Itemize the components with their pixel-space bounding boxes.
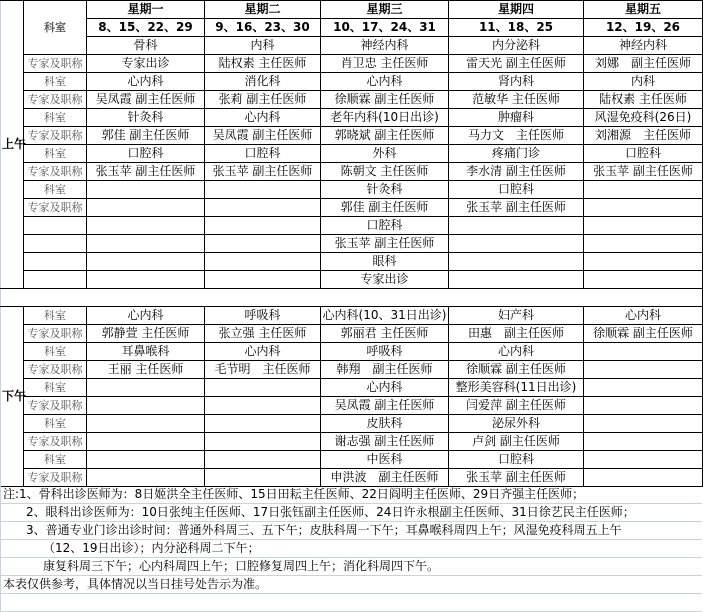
schedule-cell: 内科 [584,73,703,91]
schedule-cell: 吴凤霞 副主任医师 [321,397,449,415]
schedule-cell [205,217,321,235]
dept-cell: 内科 [205,37,321,55]
row-label [24,235,87,253]
morning-schedule-table [0,0,703,289]
row-label: 专家及职称 [24,55,87,73]
schedule-cell [449,235,584,253]
schedule-cell [205,451,321,469]
schedule-cell [205,253,321,271]
schedule-cell: 消化科 [205,73,321,91]
date-header: 10、17、24、31 [321,19,449,37]
schedule-cell: 呼吸科 [205,307,321,325]
schedule-cell [87,253,205,271]
row-label: 专家及职称 [24,325,87,343]
schedule-cell: 郭佳 副主任医师 [87,127,205,145]
schedule-cell: 陆权素 主任医师 [584,91,703,109]
period-label-afternoon: 下午 [1,307,24,487]
note-line: （12、19日出诊）；内分泌科周二下午； [0,540,702,558]
schedule-cell [584,217,703,235]
date-header: 9、16、23、30 [205,19,321,37]
row-label: 科室 [24,415,87,433]
table-row [1,199,703,217]
schedule-cell [205,397,321,415]
row-label: 科室 [24,379,87,397]
note-line: 本表仅供参考，具体情况以当日挂号处告示为准。 [0,576,702,594]
schedule-cell: 王丽 主任医师 [87,361,205,379]
row-label: 专家及职称 [24,91,87,109]
schedule-cell: 范敏华 主任医师 [449,91,584,109]
schedule-cell: 老年内科(10日出诊) [321,109,449,127]
row-label: 专家及职称 [24,397,87,415]
table-row [1,451,703,469]
schedule-cell: 泌尿外科 [449,415,584,433]
schedule-cell [87,433,205,451]
schedule-cell [584,343,703,361]
schedule-cell: 吴凤霞 副主任医师 [205,127,321,145]
schedule-cell [449,217,584,235]
row-label [24,271,87,289]
row-label: 专家及职称 [24,199,87,217]
row-label [24,217,87,235]
schedule-cell: 徐顺霖 副主任医师 [321,91,449,109]
schedule-cell [87,217,205,235]
schedule-cell: 韩翔 副主任医师 [321,361,449,379]
schedule-cell [584,379,703,397]
schedule-cell: 张玉苹 副主任医师 [584,163,703,181]
schedule-cell: 徐顺霖 副主任医师 [449,361,584,379]
schedule-cell [584,451,703,469]
period-label-morning: 上午 [1,1,24,289]
section-gap [0,289,703,306]
header-dept-label: 科室 [24,1,87,55]
table-row [1,307,703,325]
schedule-cell: 口腔科 [449,181,584,199]
schedule-cell: 毛节明 主任医师 [205,361,321,379]
row-label [24,253,87,271]
schedule-cell: 张玉苹 副主任医师 [205,163,321,181]
note-line: 2、眼科出诊医师为：10日张纯主任医师、17日张钰副主任医师、24日许永根副主任医师、31日徐艺民主任医师； [0,504,702,522]
schedule-cell [584,397,703,415]
schedule-cell: 陆权素 主任医师 [205,55,321,73]
table-row [1,433,703,451]
schedule-cell [87,451,205,469]
schedule-cell: 口腔科 [449,451,584,469]
schedule-cell: 妇产科 [449,307,584,325]
table-row [1,109,703,127]
row-label: 科室 [24,181,87,199]
schedule-cell: 张玉苹 副主任医师 [321,235,449,253]
table-row [1,181,703,199]
schedule-cell: 风湿免疫科(26日) [584,109,703,127]
schedule-cell: 疼痛门诊 [449,145,584,163]
schedule-cell: 刘娜 副主任医师 [584,55,703,73]
day-header: 星期一 [87,1,205,19]
schedule-cell: 耳鼻喉科 [87,343,205,361]
schedule-cell [449,271,584,289]
schedule-cell: 徐顺霖 副主任医师 [584,325,703,343]
schedule-cell: 眼科 [321,253,449,271]
table-row [1,379,703,397]
schedule-cell: 呼吸科 [321,343,449,361]
schedule-cell: 皮肤科 [321,415,449,433]
schedule-cell [584,199,703,217]
schedule-cell: 口腔科 [87,145,205,163]
day-header: 星期五 [584,1,703,19]
schedule-cell [87,397,205,415]
schedule-cell [87,271,205,289]
row-label: 科室 [24,73,87,91]
table-row [1,397,703,415]
dept-cell: 神经内科 [584,37,703,55]
schedule-cell: 申洪波 副主任医师 [321,469,449,487]
header-dates-row [1,19,703,37]
row-label: 科室 [24,343,87,361]
schedule-cell: 中医科 [321,451,449,469]
schedule-cell: 心内科(10、31日出诊) [321,307,449,325]
day-header: 星期三 [321,1,449,19]
schedule-cell [205,415,321,433]
schedule-cell: 针灸科 [87,109,205,127]
row-label: 科室 [24,451,87,469]
dept-cell: 内分泌科 [449,37,584,55]
schedule-cell: 心内科 [205,109,321,127]
schedule-cell: 心内科 [321,73,449,91]
row-label: 专家及职称 [24,433,87,451]
header-days-row [1,1,703,19]
schedule-cell: 雷天光 副主任医师 [449,55,584,73]
table-row [1,343,703,361]
afternoon-schedule-table [0,306,703,487]
schedule-cell: 肾内科 [449,73,584,91]
schedule-cell: 心内科 [584,307,703,325]
schedule-cell: 郭佳 副主任医师 [321,199,449,217]
schedule-cell [205,271,321,289]
notes-section [0,486,702,612]
row-label: 科室 [24,307,87,325]
schedule-cell [449,253,584,271]
schedule-cell: 张立强 主任医师 [205,325,321,343]
schedule-cell [87,469,205,487]
schedule-cell: 口腔科 [584,145,703,163]
schedule-cell [584,361,703,379]
schedule-cell [205,199,321,217]
table-row [1,55,703,73]
table-row [1,415,703,433]
table-row [1,37,703,55]
schedule-cell [87,235,205,253]
table-row [1,91,703,109]
row-label: 科室 [24,145,87,163]
schedule-cell [205,235,321,253]
schedule-cell [584,271,703,289]
table-row [1,163,703,181]
schedule-cell: 郭静萱 主任医师 [87,325,205,343]
row-label: 专家及职称 [24,361,87,379]
schedule-cell: 口腔科 [321,217,449,235]
table-row [1,271,703,289]
schedule-cell: 张玉苹 副主任医师 [87,163,205,181]
schedule-cell [205,379,321,397]
schedule-cell [87,199,205,217]
day-header: 星期二 [205,1,321,19]
schedule-cell [584,235,703,253]
schedule-cell: 专家出诊 [87,55,205,73]
schedule-cell: 肖卫忠 主任医师 [321,55,449,73]
table-row [1,217,703,235]
schedule-cell: 整形美容科(11日出诊) [449,379,584,397]
schedule-cell: 针灸科 [321,181,449,199]
schedule-cell: 心内科 [449,343,584,361]
dept-cell: 神经内科 [321,37,449,55]
date-header: 12、19、26 [584,19,703,37]
schedule-cell: 卢剑 副主任医师 [449,433,584,451]
table-row [1,253,703,271]
note-line [0,594,702,612]
dept-cell: 骨科 [87,37,205,55]
table-row [1,145,703,163]
schedule-cell [584,253,703,271]
day-header: 星期四 [449,1,584,19]
schedule-cell: 郭丽君 主任医师 [321,325,449,343]
date-header: 8、15、22、29 [87,19,205,37]
table-row [1,325,703,343]
table-row [1,361,703,379]
schedule-cell: 心内科 [321,379,449,397]
schedule-cell: 肿瘤科 [449,109,584,127]
schedule-cell: 张玉苹 副主任医师 [449,199,584,217]
date-header: 11、18、25 [449,19,584,37]
schedule-cell: 张莉 副主任医师 [205,91,321,109]
table-row [1,469,703,487]
schedule-cell [87,415,205,433]
schedule-cell [205,433,321,451]
schedule-cell: 吴凤霞 副主任医师 [87,91,205,109]
schedule-cell: 口腔科 [205,145,321,163]
schedule-cell: 心内科 [87,307,205,325]
table-row [1,127,703,145]
note-line: 注:1、骨科出诊医师为：8日姬洪全主任医师、15日田耘主任医师、22日阎明主任医师、29日齐强主任医师； [0,486,702,504]
schedule-cell [205,469,321,487]
schedule-cell [584,181,703,199]
schedule-cell [584,415,703,433]
schedule-cell: 李水清 副主任医师 [449,163,584,181]
schedule-cell: 张玉苹 副主任医师 [449,469,584,487]
schedule-cell: 田惠 副主任医师 [449,325,584,343]
schedule-cell: 心内科 [205,343,321,361]
row-label: 专家及职称 [24,469,87,487]
schedule-cell: 专家出诊 [321,271,449,289]
row-label: 专家及职称 [24,163,87,181]
table-row [1,73,703,91]
schedule-cell: 外科 [321,145,449,163]
schedule-cell: 心内科 [87,73,205,91]
schedule-cell: 谢志强 副主任医师 [321,433,449,451]
note-line: 康复科周三下午；心内科周四上午；口腔修复周四上午；消化科周四下午。 [0,558,702,576]
schedule-cell [205,181,321,199]
table-row [1,235,703,253]
schedule-cell [584,469,703,487]
row-label: 科室 [24,109,87,127]
row-label: 专家及职称 [24,127,87,145]
schedule-cell: 郭晓斌 副主任医师 [321,127,449,145]
schedule-cell [87,181,205,199]
schedule-cell [584,433,703,451]
note-line: 3、普通专业门诊出诊时间：普通外科周三、五下午；皮肤科周一下午；耳鼻喉科周四上午；风湿免疫科周五上午 [0,522,702,540]
schedule-cell: 马力文 主任医师 [449,127,584,145]
schedule-cell: 闫爱萍 副主任医师 [449,397,584,415]
schedule-cell [87,379,205,397]
schedule-cell: 刘湘源 主任医师 [584,127,703,145]
schedule-cell: 陈朝文 主任医师 [321,163,449,181]
